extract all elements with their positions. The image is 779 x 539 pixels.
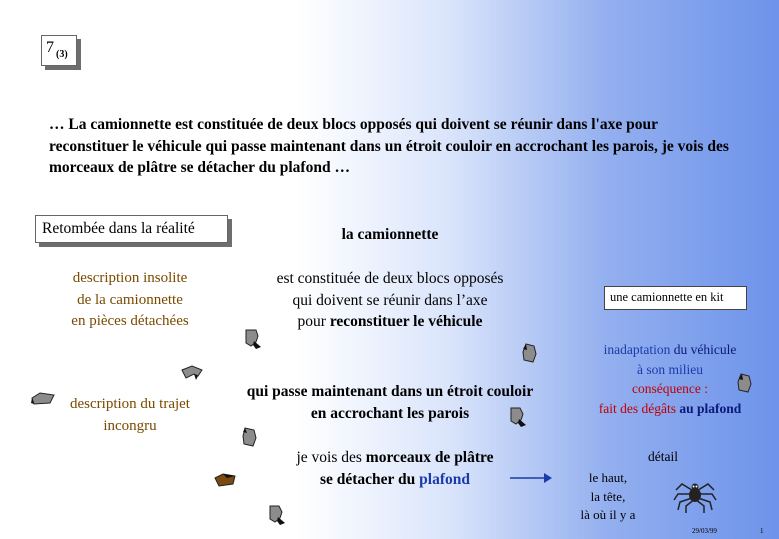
house-icon bbox=[30, 390, 56, 408]
slide-number: 7 bbox=[46, 39, 54, 56]
center-block-3: je vois des morceaux de plâtre se détacher du plafond bbox=[296, 449, 494, 488]
center-heading: la camionnette bbox=[341, 226, 439, 243]
footer-date: 29/03/99 bbox=[692, 527, 717, 535]
intro-paragraph: … La camionnette est constituée de deux blocs opposés qui doivent se réunir dans l'axe pour reconstituer le véhicule qui passe maintenant dans un étroit couloir en accrochant les parois, je vois des morceaux de plâtre se détacher du plafond … bbox=[49, 116, 729, 176]
hand-icon bbox=[267, 504, 287, 526]
brown-rock-icon bbox=[213, 472, 237, 488]
hand-icon bbox=[243, 328, 263, 350]
slide-number-box bbox=[41, 35, 77, 66]
kit-label-box: une camionnette en kit bbox=[604, 286, 747, 310]
spider-icon bbox=[672, 478, 718, 514]
desc-camionnette: description insolite de la camionnette en pièces détachées bbox=[71, 270, 189, 329]
detail-label: détail bbox=[648, 449, 678, 464]
section-label: Retombée dans la réalité bbox=[35, 215, 228, 243]
center-block-1: est constituée de deux blocs opposés qui doivent se réunir dans l’axe pour reconstituer le véhicule bbox=[276, 270, 504, 330]
center-block-2: qui passe maintenant dans un étroit couloir en accrochant les parois bbox=[246, 383, 534, 422]
hand-icon bbox=[240, 426, 260, 448]
hand-icon bbox=[520, 342, 540, 364]
arrow-right-icon bbox=[510, 472, 552, 484]
hand-icon bbox=[508, 406, 528, 428]
house-icon bbox=[180, 364, 204, 382]
detail-text: le haut, la tête, là où il y a bbox=[580, 470, 636, 522]
slide-number-sub: (3) bbox=[56, 49, 68, 60]
consequence-block: inadaptation du véhicule à son milieu conséquence : fait des dégâts au plafond bbox=[598, 342, 742, 416]
footer-page: 1 bbox=[760, 527, 764, 535]
hand-icon bbox=[735, 372, 755, 396]
desc-trajet: description du trajet incongru bbox=[70, 396, 190, 434]
